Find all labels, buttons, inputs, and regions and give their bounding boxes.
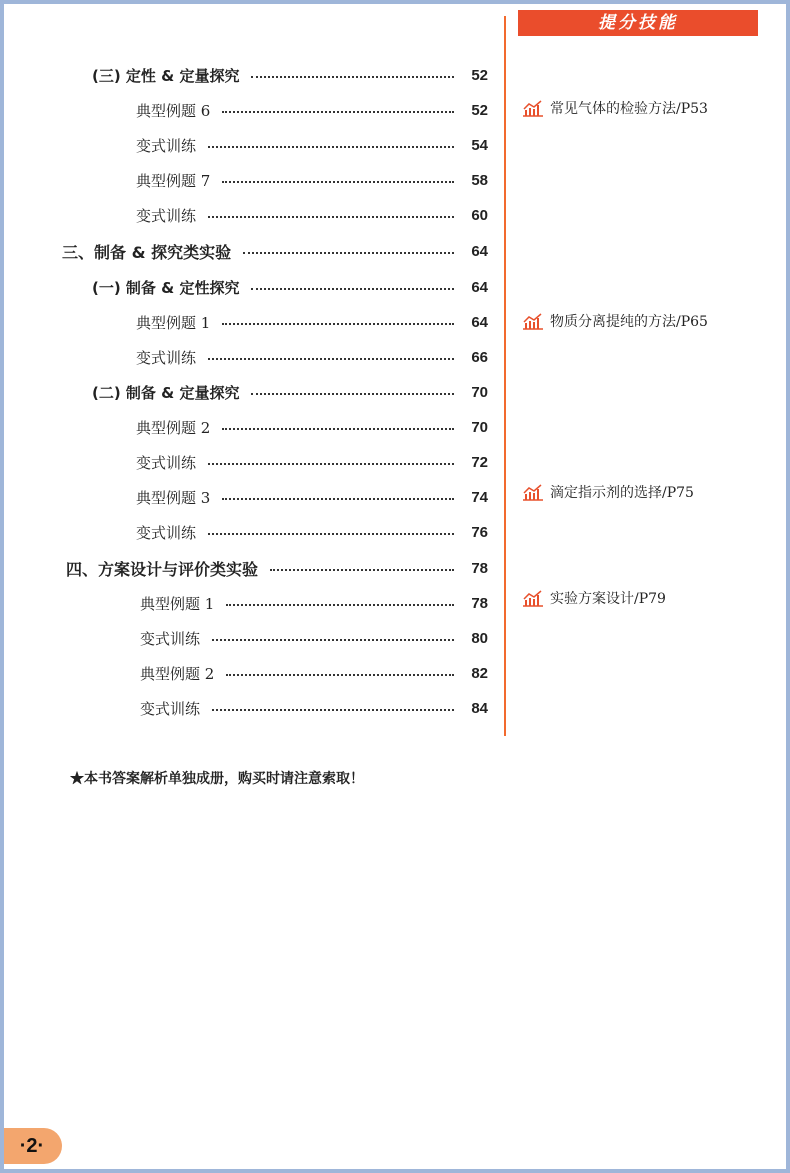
toc-label: 变式训练 <box>136 206 197 225</box>
toc-label: 变式训练 <box>136 136 197 155</box>
skill-item <box>522 588 666 608</box>
toc-section[interactable] <box>66 555 488 581</box>
toc-label: 典型例题 1 <box>140 594 215 613</box>
dot-leader <box>208 146 454 148</box>
toc-label: 典型例题 1 <box>136 313 211 332</box>
dot-leader <box>212 639 454 641</box>
chart-icon <box>522 589 544 607</box>
toc-page-number: 78 <box>471 594 488 612</box>
skill-text: 实验方案设计/P79 <box>550 591 666 607</box>
dot-leader <box>226 674 454 676</box>
toc-label: 典型例题 2 <box>140 664 215 683</box>
chart-icon <box>522 483 544 501</box>
toc-label: 变式训练 <box>136 523 197 542</box>
toc-subitem[interactable] <box>140 660 488 686</box>
dot-leader <box>208 533 454 535</box>
toc-subitem[interactable] <box>136 344 488 370</box>
toc-page-number: 64 <box>471 278 488 296</box>
toc-label: 变式训练 <box>140 629 201 648</box>
dot-leader <box>222 111 454 113</box>
toc-subitem[interactable] <box>136 519 488 545</box>
dot-leader <box>222 323 454 325</box>
toc-subitem[interactable] <box>136 484 488 510</box>
toc-label: 变式训练 <box>136 453 197 472</box>
toc-page-number: 72 <box>471 453 488 471</box>
toc-label: (一) 制备 & 定性探究 <box>92 278 240 297</box>
dot-leader <box>251 393 454 395</box>
toc-label: 三、制备 & 探究类实验 <box>62 242 232 262</box>
toc-label: 典型例题 3 <box>136 488 211 507</box>
toc-page-number: 58 <box>471 171 488 189</box>
dot-leader <box>222 428 454 430</box>
toc-page-number: 80 <box>471 629 488 647</box>
toc-page-number: 82 <box>471 664 488 682</box>
toc-label: 变式训练 <box>140 699 201 718</box>
column-divider <box>504 16 506 736</box>
toc-subsection[interactable] <box>92 62 488 88</box>
dot-leader <box>251 76 454 78</box>
toc-label: 典型例题 6 <box>136 101 211 120</box>
dot-leader <box>226 604 454 606</box>
dot-leader <box>208 358 454 360</box>
footnote: ★本书答案解析单独成册，购买时请注意索取！ <box>70 771 364 787</box>
dot-leader <box>222 498 454 500</box>
toc-page-number: 84 <box>471 699 488 717</box>
skill-item <box>522 311 708 331</box>
toc-subitem[interactable] <box>136 97 488 123</box>
toc-subitem[interactable] <box>140 625 488 651</box>
toc-label: (三) 定性 & 定量探究 <box>92 66 240 85</box>
toc-label: 变式训练 <box>136 348 197 367</box>
toc-subsection[interactable] <box>92 379 488 405</box>
toc-page-number: 78 <box>471 559 488 577</box>
toc-label: (二) 制备 & 定量探究 <box>92 383 240 402</box>
toc-page-number: 54 <box>471 136 488 154</box>
page-number-badge: ·2· <box>4 1128 62 1164</box>
dot-leader <box>251 288 454 290</box>
toc-page-number: 64 <box>471 242 488 260</box>
toc-page-number: 52 <box>471 66 488 84</box>
skills-banner: 提分技能 <box>518 10 758 36</box>
skill-text: 常见气体的检验方法/P53 <box>550 101 708 117</box>
skill-text: 物质分离提纯的方法/P65 <box>550 314 708 330</box>
chart-icon <box>522 312 544 330</box>
toc-subitem[interactable] <box>140 695 488 721</box>
toc-page-number: 60 <box>471 206 488 224</box>
dot-leader <box>270 569 454 571</box>
toc-page-number: 74 <box>471 488 488 506</box>
toc-subitem[interactable] <box>136 309 488 335</box>
document-page <box>4 4 786 1169</box>
toc-subitem[interactable] <box>136 414 488 440</box>
dot-leader <box>243 252 454 254</box>
dot-leader <box>212 709 454 711</box>
toc-subsection[interactable] <box>92 274 488 300</box>
skill-item <box>522 482 694 502</box>
chart-icon <box>522 99 544 117</box>
toc-subitem[interactable] <box>136 167 488 193</box>
dot-leader <box>222 181 454 183</box>
toc-page-number: 64 <box>471 313 488 331</box>
toc-label: 四、方案设计与评价类实验 <box>66 559 259 579</box>
skill-text: 滴定指示剂的选择/P75 <box>550 485 694 501</box>
toc-subitem[interactable] <box>136 132 488 158</box>
toc-subitem[interactable] <box>140 590 488 616</box>
dot-leader <box>208 463 454 465</box>
toc-page-number: 52 <box>471 101 488 119</box>
toc-page-number: 66 <box>471 348 488 366</box>
toc-page-number: 70 <box>471 383 488 401</box>
toc-label: 典型例题 2 <box>136 418 211 437</box>
toc-subitem[interactable] <box>136 449 488 475</box>
skill-item <box>522 98 708 118</box>
toc-page-number: 76 <box>471 523 488 541</box>
toc-page-number: 70 <box>471 418 488 436</box>
dot-leader <box>208 216 454 218</box>
toc-section[interactable] <box>62 238 488 264</box>
toc-subitem[interactable] <box>136 202 488 228</box>
toc-label: 典型例题 7 <box>136 171 211 190</box>
